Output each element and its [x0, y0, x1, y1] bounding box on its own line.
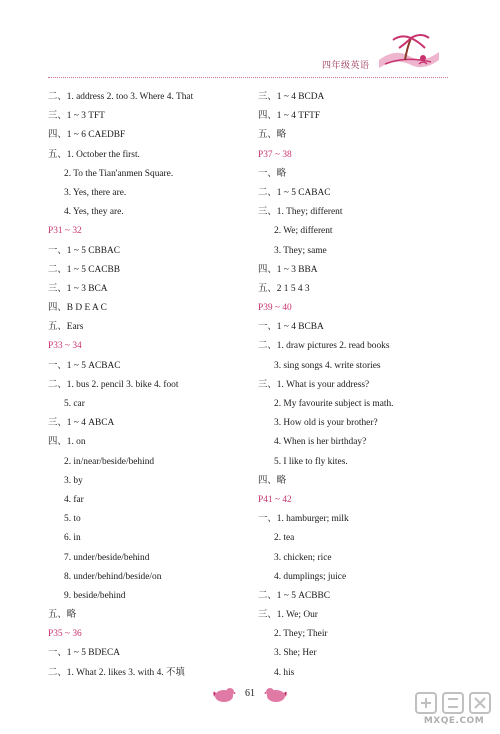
answer-line: 3. How old is your brother?: [274, 418, 378, 429]
answer-line: 二、1. address 2. too 3. Where 4. That: [48, 92, 194, 102]
answer-line: 4. Yes, they are.: [64, 207, 124, 218]
island-logo-icon: [375, 30, 443, 76]
answer-line: 三、1 ~ 3 BCA: [48, 283, 108, 294]
answer-line: 三、1. What is your address?: [258, 379, 370, 390]
answer-line: 三、1 ~ 4 ABCA: [48, 418, 115, 429]
answer-line: 五、2 1 5 4 3: [258, 283, 310, 294]
answer-line: 二、1. draw pictures 2. read books: [258, 341, 390, 352]
answer-line: 5. to: [64, 514, 81, 525]
answer-line: 四、1 ~ 4 TFTF: [258, 111, 321, 122]
page-range-heading: P37 ~ 38: [258, 149, 292, 160]
answer-line: 四、1 ~ 3 BBA: [258, 264, 318, 275]
answer-line: 3. Yes, there are.: [64, 187, 127, 198]
answer-line: 7. under/beside/behind: [64, 552, 150, 563]
answer-column-right: [258, 88, 463, 683]
header-title: 四年级英语: [322, 61, 370, 71]
answer-line: 二、1 ~ 5 CACBB: [48, 264, 121, 275]
watermark-logo-icon: [412, 690, 496, 716]
answer-line: 2. We; different: [274, 226, 333, 237]
answer-line: 二、1 ~ 5 CABAC: [258, 187, 331, 198]
answer-line: 3. She; Her: [274, 648, 317, 659]
page-range-heading: P33 ~ 34: [48, 341, 82, 352]
watermark: [412, 690, 496, 732]
answer-line: 6. in: [64, 533, 81, 544]
answer-line: 4. his: [274, 667, 295, 678]
answer-line: 4. When is her birthday?: [274, 437, 367, 448]
answer-line: 9. beside/behind: [64, 590, 126, 601]
answer-line: 2. tea: [274, 533, 295, 544]
answer-line: 2. in/near/beside/behind: [64, 456, 155, 467]
answer-line: 三、1. We; Our: [258, 610, 318, 621]
answer-column-left: [48, 88, 253, 683]
answer-line: 3. sing songs 4. write stories: [274, 360, 381, 371]
answer-line: 五、Ears: [48, 322, 84, 333]
answer-line: 二、1. bus 2. pencil 3. bike 4. foot: [48, 379, 179, 390]
answer-line: 8. under/behind/beside/on: [64, 571, 162, 582]
answer-line: 五、略: [258, 130, 287, 141]
answer-line: 四、1. on: [48, 437, 86, 448]
answer-line: 一、1 ~ 5 BDECA: [48, 648, 121, 659]
watermark-text: MXQE.COM: [423, 716, 485, 726]
answer-line: 4. far: [64, 494, 84, 505]
answer-line: 四、1 ~ 6 CAEDBF: [48, 130, 126, 141]
bird-icon: [210, 685, 236, 703]
answer-line: 三、1. They; different: [258, 207, 343, 218]
answer-line: 2. My favourite subject is math.: [274, 399, 394, 409]
answer-line: 3. chicken; rice: [274, 552, 332, 563]
header-divider: [48, 77, 448, 78]
answer-line: 3. They; same: [274, 245, 327, 256]
page-range-heading: P39 ~ 40: [258, 303, 292, 314]
answer-line: 五、1. October the first.: [48, 149, 140, 160]
answer-line: 4. dumplings; juice: [274, 571, 347, 582]
answer-line: 3. by: [64, 475, 83, 486]
answer-line: 一、1 ~ 5 CBBAC: [48, 245, 121, 256]
page-number: 61: [245, 688, 255, 699]
page-range-heading: P41 ~ 42: [258, 494, 292, 505]
answer-line: 5. I like to fly kites.: [274, 456, 348, 467]
answer-line: 2. They; Their: [274, 629, 328, 640]
answer-line: 二、1. What 2. likes 3. with 4. 不填: [48, 667, 185, 678]
answer-line: 四、B D E A C: [48, 303, 107, 314]
answer-line: 二、1 ~ 5 ACBBC: [258, 590, 331, 601]
answer-line: 5. car: [64, 399, 85, 409]
answer-line: 一、1 ~ 5 ACBAC: [48, 360, 121, 371]
bird-icon: [264, 685, 290, 703]
page-range-heading: P31 ~ 32: [48, 226, 82, 237]
answer-line: 三、1 ~ 3 TFT: [48, 111, 105, 122]
answer-line: 三、1 ~ 4 BCDA: [258, 92, 325, 102]
answer-line: 一、略: [258, 168, 287, 179]
page-range-heading: P35 ~ 36: [48, 629, 82, 640]
answer-line: 2. To the Tian'anmen Square.: [64, 168, 174, 179]
answer-line: 一、1 ~ 4 BCBA: [258, 322, 324, 333]
answer-line: 五、略: [48, 610, 77, 621]
answer-line: 四、略: [258, 475, 287, 486]
answer-line: 一、1. hamburger; milk: [258, 514, 349, 525]
